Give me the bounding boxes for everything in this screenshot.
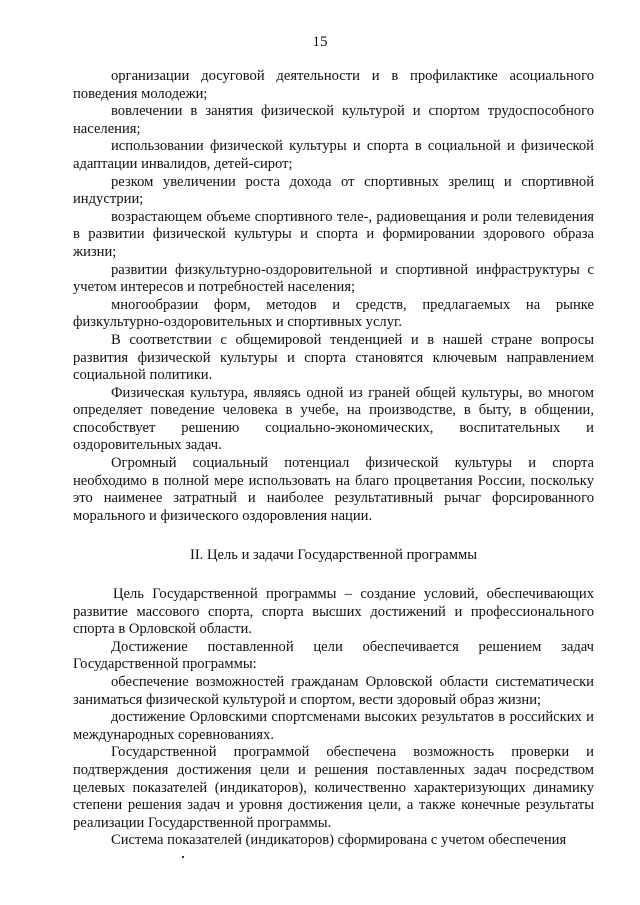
scan-speck	[182, 856, 184, 858]
paragraph: Огромный социальный потенциал физической культуры и спорта необходимо в полной мере использовать на благо процветания России, поскольку это наименее затратный и наиболее результативный рычаг форсированного морального и физического оздоровления нации.	[73, 455, 594, 524]
paragraph: многообразии форм, методов и средств, предлагаемых на рынке физкультурно-оздоровительных и спортивных услуг.	[73, 296, 594, 331]
document-body	[73, 68, 594, 850]
paragraph: использовании физической культуры и спорта в социальной и физической адаптации инвалидов, детей-сирот;	[73, 138, 594, 172]
paragraph: вовлечении в занятия физической культурой и спортом трудоспособного населения;	[73, 103, 594, 137]
paragraph: возрастающем объеме спортивного теле-, радиовещания и роли телевидения в развитии физической культуры и спорта и формировании здорового образа жизни;	[73, 208, 594, 260]
paragraph: В соответствии с общемировой тенденцией и в нашей стране вопросы развития физической культуры и спорта становятся ключевым направлением социальной политики.	[73, 331, 594, 384]
paragraph: Цель Государственной программы – создание условий, обеспечивающих развитие массового спорта, спорта высших достижений и профессионального спорта в Орловской области.	[73, 586, 594, 638]
paragraph: развитии физкультурно-оздоровительной и спортивной инфраструктуры с учетом интересов и потребностей населения;	[73, 261, 594, 296]
paragraph: резком увеличении роста дохода от спортивных зрелищ и спортивной индустрии;	[73, 173, 594, 208]
paragraph: Система показателей (индикаторов) сформирована с учетом обеспечения	[111, 832, 567, 849]
section-title: II. Цель и задачи Государственной программы	[189, 547, 478, 564]
paragraph: обеспечение возможностей гражданам Орловской области систематически заниматься физической культурой и спортом, вести здоровый образ жизни;	[73, 674, 594, 708]
paragraph: Государственной программой обеспечена возможность проверки и подтверждения достижения цели и решения поставленных задач посредством целевых показателей (индикаторов), количественно характеризующих динамику степени решения задач и уровня достижения цели, а также конечные результаты реализации Государственной программы.	[73, 744, 594, 831]
page-number: 15	[312, 34, 328, 50]
paragraph: Достижение поставленной цели обеспечивается решением задач Государственной программы:	[73, 638, 594, 673]
paragraph: достижение Орловскими спортсменами высоких результатов в российских и международных соревнованиях.	[73, 709, 594, 743]
paragraph: Физическая культура, являясь одной из граней общей культуры, во многом определяет поведение человека в учебе, на производстве, в быту, в общении, способствует решению социально-экономических, воспитательных и оздоровительных задач.	[73, 384, 594, 454]
paragraph: организации досуговой деятельности и в профилактике асоциального поведения молодежи;	[73, 68, 594, 102]
